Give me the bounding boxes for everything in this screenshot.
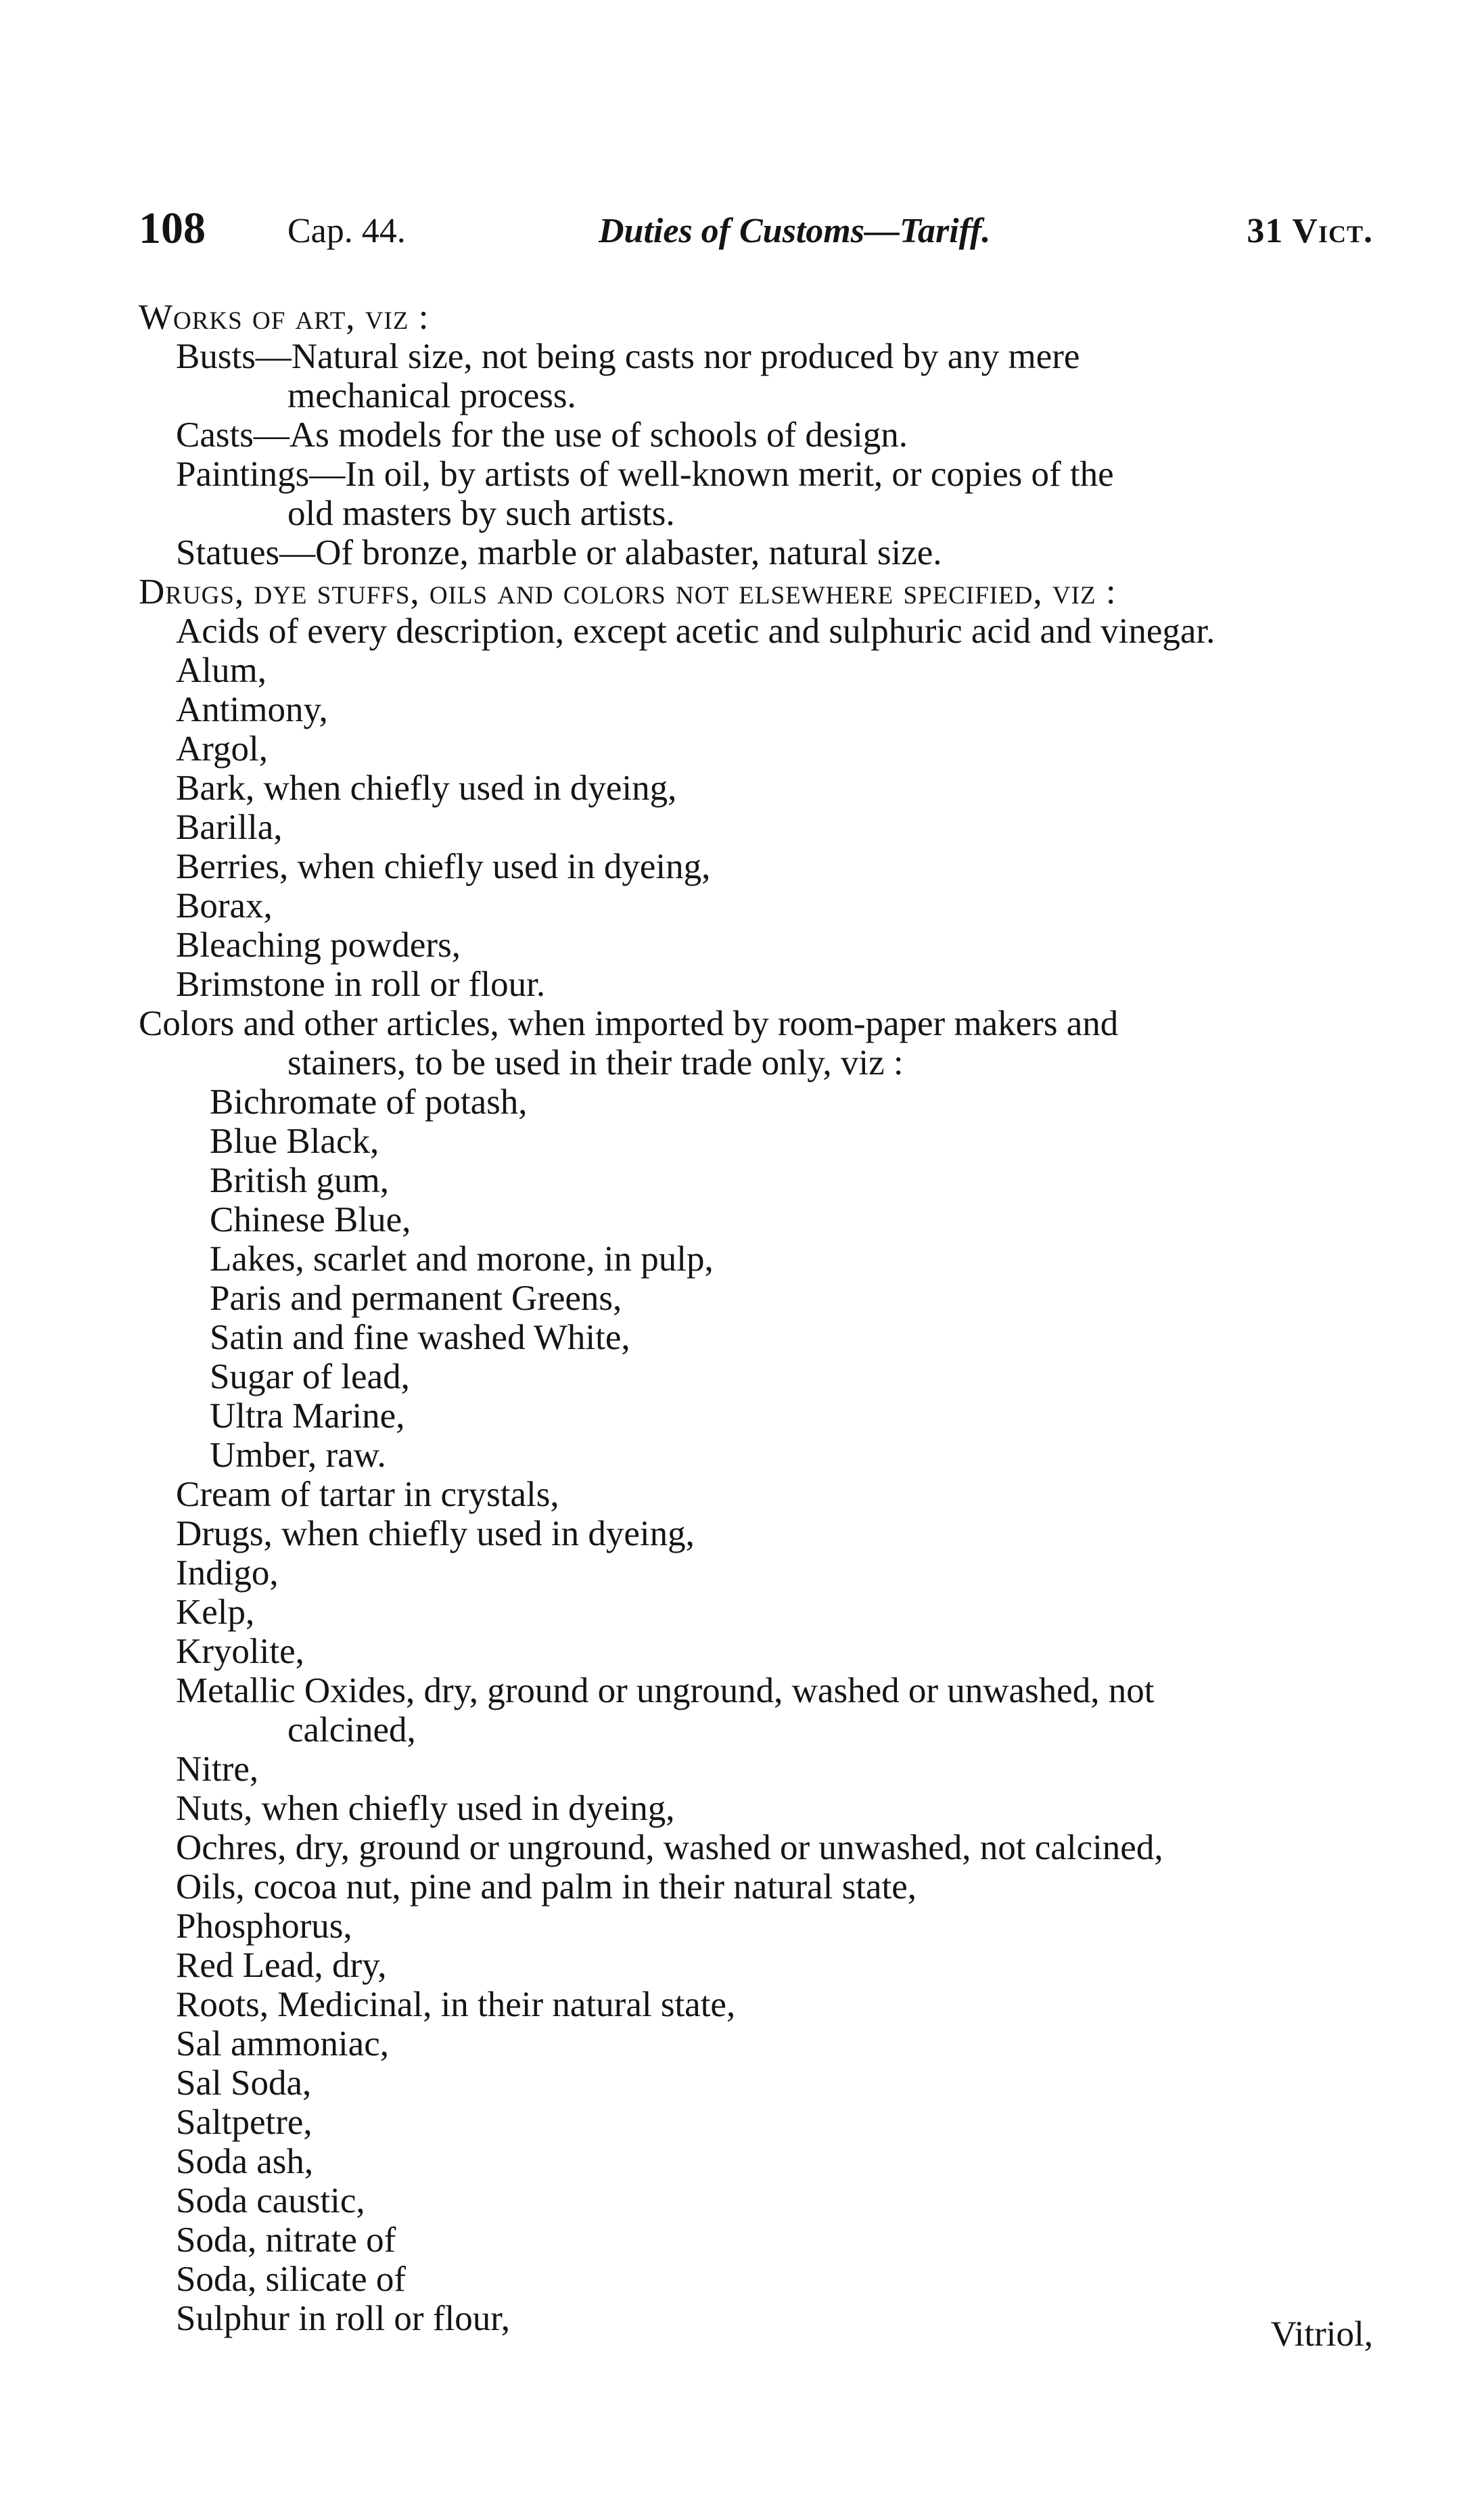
- list-item: Paris and permanent Greens,: [210, 1279, 622, 1318]
- busts-entry-line1: [139, 337, 1373, 376]
- chapter-label: Cap. 44.: [287, 212, 406, 250]
- list-item: Ochres, dry, ground or unground, washed or unwashed, not calcined,: [176, 1828, 1163, 1867]
- works-of-art-heading: Works of art, viz :: [139, 298, 430, 337]
- list-item: Saltpetre,: [176, 2103, 312, 2142]
- page-title: Duties of Customs—Tariff.: [599, 212, 991, 250]
- list-item: Alum,: [176, 651, 266, 690]
- list-item: Sugar of lead,: [210, 1357, 410, 1396]
- list-item: Nuts, when chiefly used in dyeing,: [176, 1789, 675, 1828]
- list-item: Red Lead, dry,: [176, 1946, 387, 1985]
- list-item: Barilla,: [176, 808, 283, 847]
- list-item: Nitre,: [176, 1750, 259, 1789]
- list-item: Berries, when chiefly used in dyeing,: [176, 847, 711, 886]
- list-item: Bichromate of potash,: [210, 1082, 528, 1122]
- list-item: Bark, when chiefly used in dyeing,: [176, 769, 677, 808]
- paintings-entry-line2: old masters by such artists.: [287, 494, 675, 533]
- busts-entry-line2: mechanical process.: [287, 376, 576, 415]
- paintings-entry-line1: Paintings—In oil, by artists of well-known merit, or copies of the: [176, 455, 1114, 494]
- list-item: Soda, nitrate of: [176, 2220, 396, 2260]
- list-item: Blue Black,: [210, 1122, 379, 1161]
- list-item: Brimstone in roll or flour.: [176, 965, 546, 1004]
- page-number: 108: [139, 204, 206, 253]
- list-item: Lakes, scarlet and morone, in pulp,: [210, 1239, 714, 1279]
- list-item: British gum,: [210, 1161, 390, 1200]
- list-item: Oils, cocoa nut, pine and palm in their natural state,: [176, 1867, 917, 1907]
- list-item: Roots, Medicinal, in their natural state,: [176, 1985, 736, 2024]
- list-item: Drugs, when chiefly used in dyeing,: [176, 1514, 695, 1553]
- busts-entry-text: Busts—Natural size, not being casts nor produced by any mere: [176, 337, 1080, 376]
- drugs-items-a: [139, 612, 1373, 1004]
- list-item: Indigo,: [176, 1553, 279, 1593]
- drugs-items-c: [139, 1750, 1373, 2338]
- list-item: Sal ammoniac,: [176, 2024, 389, 2063]
- list-item: Sulphur in roll or flour,: [176, 2299, 510, 2338]
- list-item: Cream of tartar in crystals,: [176, 1475, 559, 1514]
- tariff-list: [139, 298, 1373, 2338]
- regnal-year: 31 Vict.: [1247, 212, 1373, 250]
- colors-heading-line1: Colors and other articles, when imported by room-paper makers and: [139, 1004, 1119, 1043]
- list-item: Umber, raw.: [210, 1436, 386, 1475]
- list-item: Chinese Blue,: [210, 1200, 411, 1239]
- list-item: Argol,: [176, 729, 268, 769]
- running-header: [139, 203, 1373, 264]
- list-item: Kryolite,: [176, 1632, 304, 1671]
- catchword: Vitriol,: [1270, 2314, 1373, 2354]
- colors-items: [139, 1082, 1373, 1475]
- list-item: Soda ash,: [176, 2142, 314, 2181]
- drugs-items-b: [139, 1475, 1373, 1671]
- metallic-oxides-line2: calcined,: [287, 1710, 416, 1750]
- colors-heading-line2: stainers, to be used in their trade only, viz :: [287, 1043, 904, 1082]
- metallic-oxides-line1: Metallic Oxides, dry, ground or unground, washed or unwashed, not: [176, 1671, 1155, 1710]
- list-item: Bleaching powders,: [176, 926, 461, 965]
- list-item: Soda, silicate of: [176, 2260, 406, 2299]
- list-item: Satin and fine washed White,: [210, 1318, 630, 1357]
- drugs-heading: Drugs, dye stuffs, oils and colors not elsewhere specified, viz :: [139, 572, 1117, 612]
- casts-entry: Casts—As models for the use of schools of design.: [176, 415, 908, 455]
- list-item: Borax,: [176, 886, 273, 926]
- list-item: Soda caustic,: [176, 2181, 365, 2220]
- list-item: Ultra Marine,: [210, 1396, 405, 1436]
- list-item: Antimony,: [176, 690, 328, 729]
- statues-entry: Statues—Of bronze, marble or alabaster, natural size.: [176, 533, 942, 572]
- list-item: Kelp,: [176, 1593, 255, 1632]
- page: [139, 203, 1373, 2354]
- list-item: Acids of every description, except acetic and sulphuric acid and vinegar.: [176, 612, 1215, 651]
- list-item: Phosphorus,: [176, 1907, 352, 1946]
- list-item: Sal Soda,: [176, 2063, 312, 2103]
